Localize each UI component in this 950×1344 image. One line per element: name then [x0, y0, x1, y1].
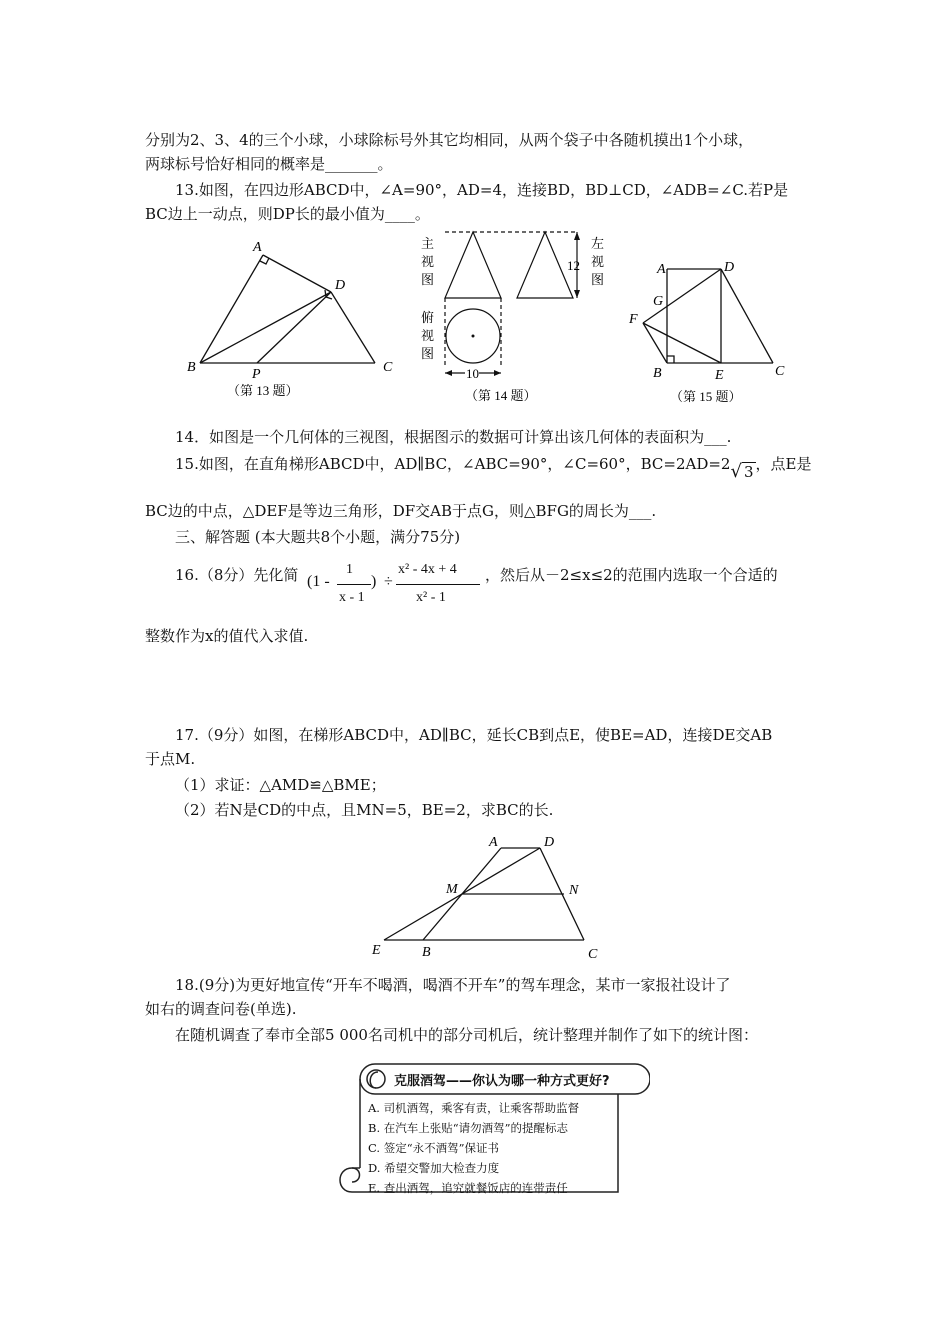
q14-text: 14．如图是一个几何体的三视图，根据图示的数据可计算出该几何体的表面积为___.	[175, 428, 732, 446]
survey-option-c: C. 签定“永不酒驾”保证书	[368, 1141, 499, 1155]
label-D: D	[544, 835, 555, 850]
label-E: E	[715, 368, 724, 383]
q13-line1: 13.如图，在四边形ABCD中，∠A=90°，AD=4，连接BD，BD⊥CD，∠ADB=∠C.若P是	[175, 181, 789, 199]
width-label: 10	[466, 366, 479, 381]
q18-line2: 如右的调查问卷(单选).	[145, 1000, 297, 1018]
caption-15: （第 15 题）	[670, 389, 742, 404]
q16-line2: 整数作为x的值代入求值.	[145, 627, 309, 645]
label-B: B	[187, 360, 196, 375]
front-view-label-2: 视	[421, 254, 435, 269]
q16-b: ，然后从－2≤x≤2的范围内选取一个合适的	[485, 566, 778, 584]
label-B: B	[653, 366, 662, 381]
label-P: P	[252, 367, 261, 382]
label-C: C	[775, 364, 785, 379]
q18-line1: 18.(9分)为更好地宣传“开车不喝酒，喝酒不开车”的驾车理念，某市一家报社设计了	[175, 976, 731, 994]
label-C: C	[588, 947, 598, 962]
label-D: D	[335, 278, 346, 293]
figure-14	[415, 228, 625, 410]
survey-option-a: A. 司机酒驾，乘客有责，让乘客帮助监督	[368, 1101, 580, 1115]
survey-option-e: E. 查出酒驾，追究就餐饭店的连带责任	[368, 1181, 568, 1195]
sqrt-value: 3	[743, 463, 754, 481]
q15-line1	[175, 452, 845, 482]
label-A: A	[657, 262, 666, 277]
q17-sub2: （2）若N是CD的中点，且MN=5，BE=2，求BC的长.	[175, 801, 554, 819]
label-A: A	[489, 835, 498, 850]
height-label: 12	[567, 258, 580, 273]
q15-line1-b: ，点E是	[755, 455, 812, 473]
top-view-label-1: 俯	[421, 310, 435, 325]
section-3-heading: 三、解答题 (本大题共8个小题，满分75分)	[175, 528, 461, 546]
q12-line1: 分别为2、3、4的三个小球，小球除标号外其它均相同，从两个袋子中各随机摸出1个小球，	[145, 131, 754, 149]
side-view-label-2: 视	[591, 254, 605, 269]
label-N: N	[569, 883, 579, 898]
figure-13	[185, 235, 410, 410]
q13-line2: BC边上一动点，则DP长的最小值为____。	[145, 205, 430, 223]
label-F: F	[629, 312, 638, 327]
survey-option-d: D. 希望交警加大检查力度	[368, 1161, 500, 1175]
side-view-label-1: 左	[591, 236, 605, 251]
label-M: M	[446, 882, 458, 897]
q17-line1: 17.（9分）如图，在梯形ABCD中，AD∥BC，延长CB到点E，使BE=AD，连接DE交AB	[175, 726, 773, 744]
side-view-label-3: 图	[591, 272, 605, 287]
survey-card	[332, 1062, 650, 1196]
q17-line2: 于点M.	[145, 750, 196, 768]
q15-line2: BC边的中点，△DEF是等边三角形，DF交AB于点G，则△BFG的周长为___.	[145, 502, 657, 520]
survey-option-b: B. 在汽车上张贴“请勿酒驾”的提醒标志	[368, 1121, 569, 1135]
label-B: B	[422, 945, 431, 960]
q12-line2: 两球标号恰好相同的概率是_______。	[145, 155, 393, 173]
q15-line1-a: 15.如图，在直角梯形ABCD中，AD∥BC，∠ABC=90°，∠C=60°，BC=2AD=2	[175, 455, 731, 473]
label-A: A	[253, 240, 262, 255]
top-view-label-2: 视	[421, 328, 435, 343]
front-view-label-3: 图	[421, 272, 435, 287]
figure-17	[368, 830, 608, 965]
caption-14: （第 14 题）	[465, 388, 537, 403]
label-C: C	[383, 360, 393, 375]
front-view-label-1: 主	[421, 236, 435, 251]
label-G: G	[653, 294, 664, 309]
q17-sub1: （1）求证：△AMD≌△BME；	[175, 776, 386, 794]
q16-a: 16.（8分）先化简	[175, 566, 299, 584]
figure-15	[625, 255, 795, 410]
top-view-label-3: 图	[421, 346, 435, 361]
label-E: E	[372, 943, 381, 958]
survey-title: 克服酒驾——你认为哪一种方式更好?	[394, 1074, 610, 1089]
q18-line3: 在随机调查了奉市全部5 000名司机中的部分司机后，统计整理并制作了如下的统计图：	[175, 1026, 758, 1044]
sqrt-sign: √	[730, 461, 742, 482]
label-D: D	[724, 260, 735, 275]
caption-13: （第 13 题）	[227, 383, 299, 398]
